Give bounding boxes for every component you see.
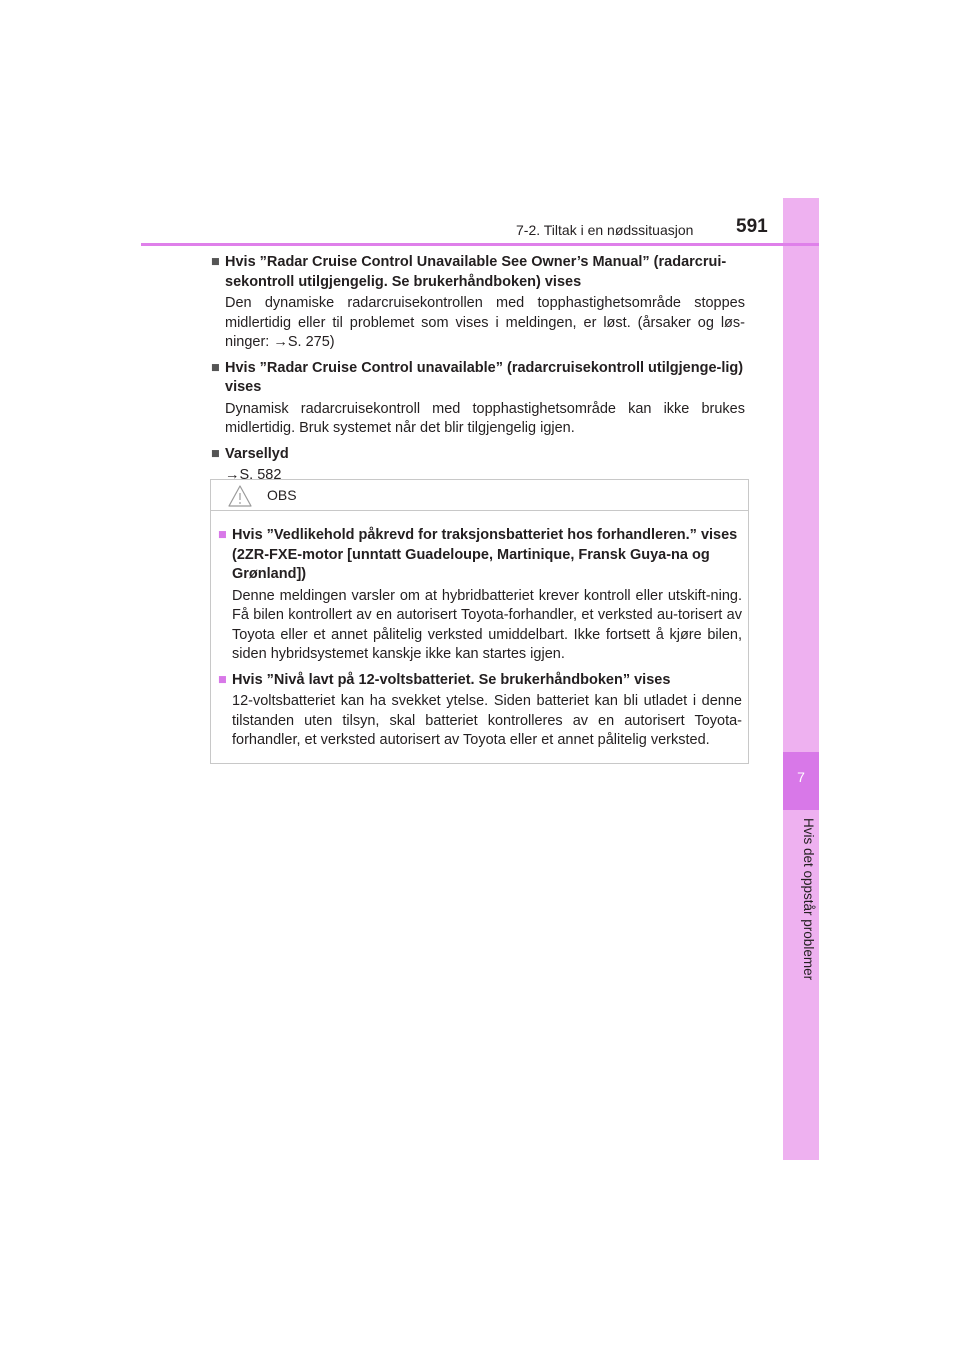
obs-item-body: Denne meldingen varsler om at hybridbatteriet krever kontroll eller utskift-ning. Få bilen kontrollert av en autorisert Toyota-forhandler, et verksted au-torisert av Toyota eller et annet pålitelig verksted umiddelbart. Ikke fortsett å kjøre bilen, siden hybridsystemet kanskje ikke kan startes igjen. <box>232 587 742 662</box>
chapter-sidebar <box>783 198 819 1160</box>
bullet-square-icon: ■ <box>211 254 220 270</box>
bullet-square-icon: ■ <box>218 527 227 543</box>
obs-item-heading: Hvis ”Vedlikehold påkrevd for traksjonsbatteriet hos forhandleren.” vises (2ZR-FXE-motor [unntatt Guadeloupe, Martinique, Fransk Guya-na og Grønland]) <box>232 527 738 582</box>
page-number: 591 <box>736 216 768 237</box>
obs-content <box>218 525 742 752</box>
item-body: Dynamisk radarcruisekontroll med topphastighetsområde kan ikke brukes midlertidig. Bruk systemet når det blir tilgjengelig igjen. <box>225 400 745 436</box>
obs-label: OBS <box>267 487 297 503</box>
item-heading: Varsellyd <box>225 445 289 462</box>
obs-item-heading: Hvis ”Nivå lavt på 12-voltsbatteriet. Se brukerhåndboken” vises <box>232 671 671 688</box>
bullet-square-icon: ■ <box>211 359 220 376</box>
item <box>211 253 745 353</box>
header-rule <box>141 243 819 246</box>
item-heading: Hvis ”Radar Cruise Control unavailable” (radarcruisekontroll utilgjenge-lig) vises <box>225 359 744 395</box>
obs-item <box>218 526 742 665</box>
bullet-square-icon: ■ <box>211 445 220 462</box>
obs-item-body: 12-voltsbatteriet kan ha svekket ytelse. Siden batteriet kan bli utladet i denne tilstanden uten tilsyn, skal batteriet kontrolleres av en autorisert Toyota-forhandler, et verksted autorisert av Toyota eller et annet pålitelig verksted. <box>232 693 742 748</box>
item-heading: Hvis ”Radar Cruise Control Unavailable See Owner’s Manual” (radarcrui-sekontroll utilgjengelig. Se brukerhåndboken) vises <box>225 254 727 290</box>
warning-triangle-icon <box>227 484 253 513</box>
item <box>211 359 745 439</box>
bullet-square-icon: ■ <box>218 671 227 688</box>
item-body: →S. 582 <box>225 467 282 483</box>
item-body: Den dynamiske radarcruisekontrollen med topphastighetsområde stoppes midlertidig eller til problemet som vises i meldingen, er løst. (årsaker og løs-ninger: →S. 275) <box>225 295 745 350</box>
chapter-number: 7 <box>797 769 805 785</box>
main-content <box>211 252 745 487</box>
chapter-title: Hvis det oppstår problemer <box>801 818 816 981</box>
obs-header <box>211 480 748 511</box>
obs-notice-box <box>210 479 749 764</box>
header-section-title: 7-2. Tiltak i en nødssituasjon <box>516 222 694 238</box>
obs-item <box>218 671 742 751</box>
